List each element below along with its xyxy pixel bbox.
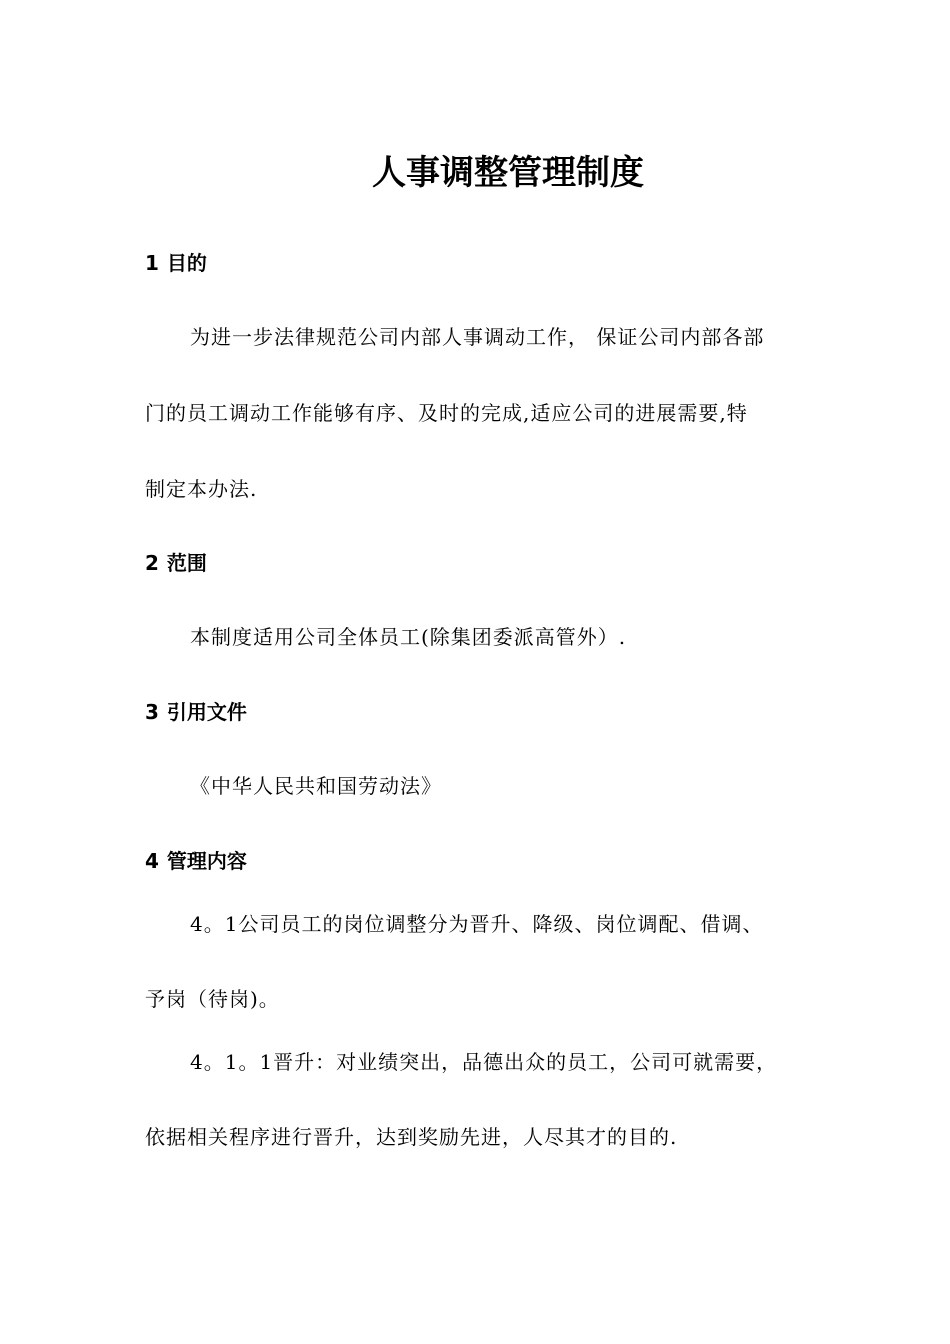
paragraph-line: 本制度适用公司全体员工(除集团委派高管外）.	[190, 625, 627, 649]
paragraph-line: 依据相关程序进行晋升，达到奖励先进，人尽其才的目的.	[145, 1125, 678, 1149]
section-heading-scope	[145, 548, 207, 578]
section-title: 管理内容	[166, 849, 247, 873]
paragraph-line: 《中华人民共和国劳动法》	[190, 774, 442, 798]
paragraph-line: 门的员工调动工作能够有序、及时的完成,适应公司的进展需要,特	[145, 401, 748, 425]
section-heading-management-content	[145, 846, 247, 876]
paragraph-line: 4。1公司员工的岗位调整分为晋升、降级、岗位调配、借调、	[190, 912, 764, 936]
section-title: 引用文件	[166, 700, 247, 724]
section-title: 范围	[166, 551, 207, 575]
section-number: 2	[145, 551, 159, 575]
paragraph-line: 制定本办法.	[145, 477, 258, 501]
section-number: 3	[145, 700, 159, 724]
section-heading-purpose	[145, 248, 207, 278]
section-number: 1	[145, 251, 159, 275]
paragraph-line: 为进一步法律规范公司内部人事调动工作， 保证公司内部各部	[190, 325, 765, 349]
paragraph-line: 予岗（待岗)。	[145, 987, 280, 1011]
section-title: 目的	[166, 251, 207, 275]
paragraph-line: 4。1。1晋升：对业绩突出，品德出众的员工，公司可就需要，	[190, 1050, 778, 1074]
section-number: 4	[145, 849, 159, 873]
document-title: 人事调整管理制度	[372, 153, 644, 193]
section-heading-references	[145, 697, 247, 727]
